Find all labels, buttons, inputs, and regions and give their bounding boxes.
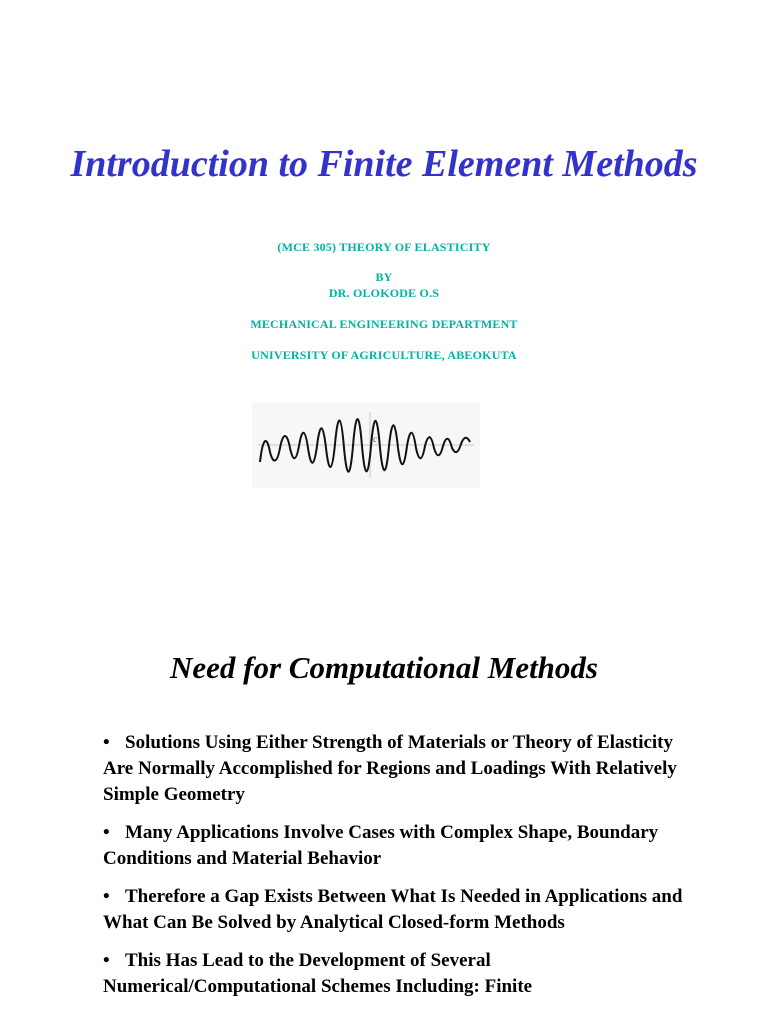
list-item bbox=[103, 820, 703, 872]
list-item bbox=[103, 884, 703, 936]
bullet-text: Solutions Using Either Strength of Materials or Theory of Elasticity Are Normally Accomplished for Regions and Loadings With Relatively Simple Geometry bbox=[103, 732, 677, 805]
bullet-text: Therefore a Gap Exists Between What Is Needed in Applications and What Can Be Solved by Analytical Closed-form Methods bbox=[103, 886, 683, 933]
by-label: BY bbox=[375, 270, 393, 284]
bullet-icon: • bbox=[103, 732, 110, 753]
bullet-list bbox=[103, 730, 703, 1012]
waveform-icon bbox=[252, 402, 480, 488]
author-name: DR. OLOKODE O.S bbox=[328, 286, 440, 300]
slide-title: Introduction to Finite Element Methods bbox=[70, 143, 698, 185]
list-item bbox=[103, 948, 703, 1000]
slide-heading: Need for Computational Methods bbox=[169, 650, 598, 685]
bullet-text: Many Applications Involve Cases with Complex Shape, Boundary Conditions and Material Behavior bbox=[103, 822, 659, 869]
university-name: UNIVERSITY OF AGRICULTURE, ABEOKUTA bbox=[251, 348, 517, 362]
list-item bbox=[103, 730, 703, 808]
bullet-icon: • bbox=[103, 950, 110, 971]
bullet-icon: • bbox=[103, 822, 110, 843]
department-name: MECHANICAL ENGINEERING DEPARTMENT bbox=[250, 317, 518, 331]
bullet-icon: • bbox=[103, 886, 110, 907]
course-code: (MCE 305) THEORY OF ELASTICITY bbox=[277, 240, 491, 254]
bullet-text: This Has Lead to the Development of Several Numerical/Computational Schemes Including: Finite bbox=[103, 950, 533, 997]
content-slide bbox=[0, 600, 768, 1024]
svg-text:c: c bbox=[373, 434, 377, 444]
